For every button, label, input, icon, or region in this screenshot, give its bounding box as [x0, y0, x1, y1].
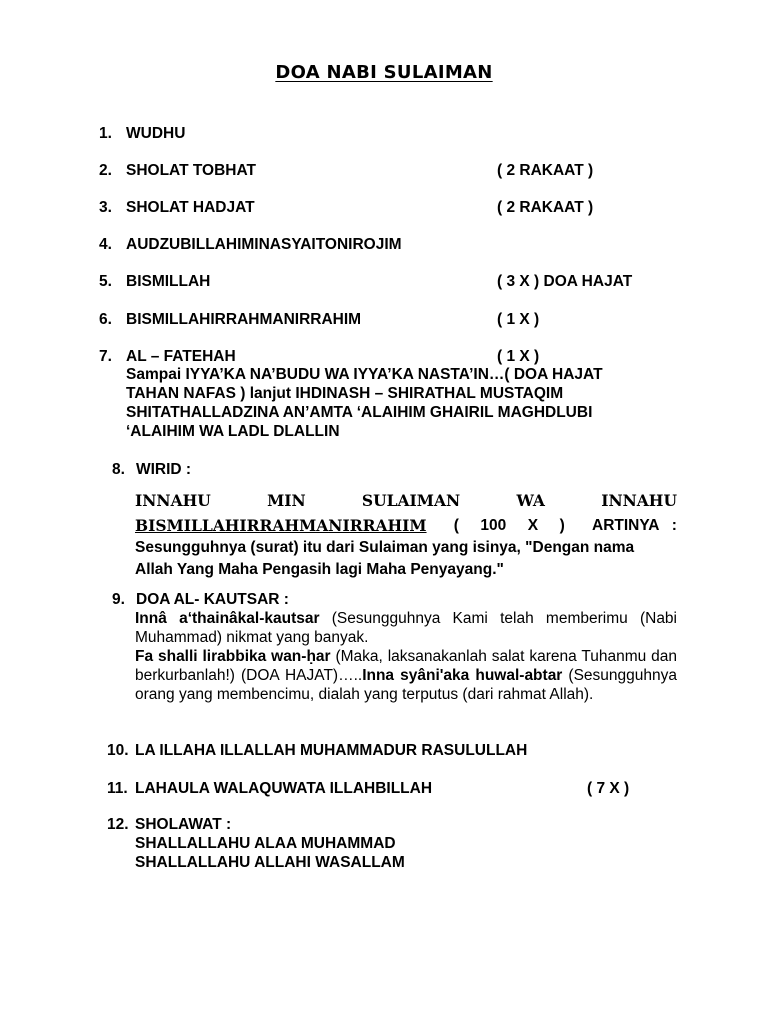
- item-count: ( 2 RAKAAT ): [497, 162, 594, 179]
- kautsar-text: [135, 609, 677, 704]
- arabic-line: [135, 490, 677, 512]
- item-number: 7.: [99, 348, 112, 365]
- wirid-text: [135, 490, 677, 581]
- item-label: BISMILLAH: [126, 273, 211, 290]
- item-number: 4.: [99, 236, 112, 253]
- kautsar-verse-1: Innâ a‘thainâkal-kautsar (Sesungguhnya Kami telah memberimu (Nabi Muhammad) nikmat yang banyak.: [135, 610, 678, 646]
- item-number: 2.: [99, 162, 112, 179]
- document-title: DOA NABI SULAIMAN: [275, 62, 493, 83]
- arabic-word: INNAHU: [601, 491, 677, 510]
- item-label: SHOLAT TOBHAT: [126, 162, 257, 179]
- meaning-line: Sesungguhnya (surat) itu dari Sulaiman yang isinya, "Dengan nama: [135, 539, 635, 556]
- item-count: ( 1 X ): [497, 311, 540, 328]
- item-count: ( 2 RAKAAT ): [497, 199, 594, 216]
- text-line: Sampai IYYA’KA NA’BUDU WA IYYA’KA NASTA’IN…( DOA HAJAT: [126, 366, 603, 383]
- item-label: AUDZUBILLAHIMINASYAITONIROJIM: [126, 236, 402, 253]
- item-number: 9.: [112, 591, 125, 608]
- item-label: BISMILLAHIRRAHMANIRRAHIM: [126, 311, 362, 328]
- item-number: 12.: [107, 816, 129, 833]
- item-label: WUDHU: [126, 125, 186, 142]
- item-number: 10.: [107, 742, 129, 759]
- item-count: ( 1 X ): [497, 348, 540, 365]
- item-label: LAHAULA WALAQUWATA ILLAHBILLAH: [135, 780, 433, 797]
- item-label: DOA AL- KAUTSAR :: [136, 591, 289, 608]
- item-number: 6.: [99, 311, 112, 328]
- arabic-word: MIN: [267, 491, 306, 510]
- item-label: LA ILLAHA ILLALLAH MUHAMMADUR RASULULLAH: [135, 742, 528, 759]
- item-count: ( 7 X ): [587, 780, 630, 797]
- bismillah-line: [135, 515, 677, 537]
- sholawat-line-2: SHALLALLAHU ALLAHI WASALLAM: [135, 854, 405, 871]
- sholawat-line-1: SHALLALLAHU ALAA MUHAMMAD: [135, 835, 396, 852]
- item-number: 11.: [107, 780, 128, 797]
- artinya-label: ARTINYA :: [592, 517, 677, 534]
- text-line: SHITATHALLADZINA AN’AMTA ‘ALAIHIM GHAIRIL MAGHDLUBI: [126, 404, 593, 421]
- item-label: WIRID :: [136, 461, 192, 478]
- repeat-count: ( 100 X ): [453, 517, 565, 534]
- item-number: 8.: [112, 461, 125, 478]
- text-line: ‘ALAIHIM WA LADL DLALLIN: [126, 423, 340, 440]
- item-label: SHOLAT HADJAT: [126, 199, 255, 216]
- bismillah-text: BISMILLAHIRRAHMANIRRAHIM: [135, 516, 427, 535]
- item-number: 3.: [99, 199, 112, 216]
- arabic-word: SULAIMAN: [361, 491, 461, 510]
- kautsar-verse-2: Fa shalli lirabbika wan-ḥar (Maka, laksanakanlah salat karena Tuhanmu dan berkurbanlah!) (DOA HAJAT)…..Inna syâni'aka huwal-abtar (Sesungguhnya orang yang membencimu, dialah yang terputus (dari rahmat Allah).: [135, 648, 677, 703]
- item-number: 1.: [99, 125, 112, 142]
- item-label: AL – FATEHAH: [126, 348, 236, 365]
- arabic-word: INNAHU: [135, 491, 211, 510]
- item-number: 5.: [99, 273, 112, 290]
- item-7-text: [126, 365, 677, 441]
- item-count: ( 3 X ) DOA HAJAT: [497, 273, 633, 290]
- text-line: TAHAN NAFAS ) lanjut IHDINASH – SHIRATHAL MUSTAQIM: [126, 385, 564, 402]
- item-label: SHOLAWAT :: [135, 816, 232, 833]
- meaning-line: Allah Yang Maha Pengasih lagi Maha Penyayang.": [135, 561, 504, 578]
- arabic-word: WA: [516, 491, 545, 510]
